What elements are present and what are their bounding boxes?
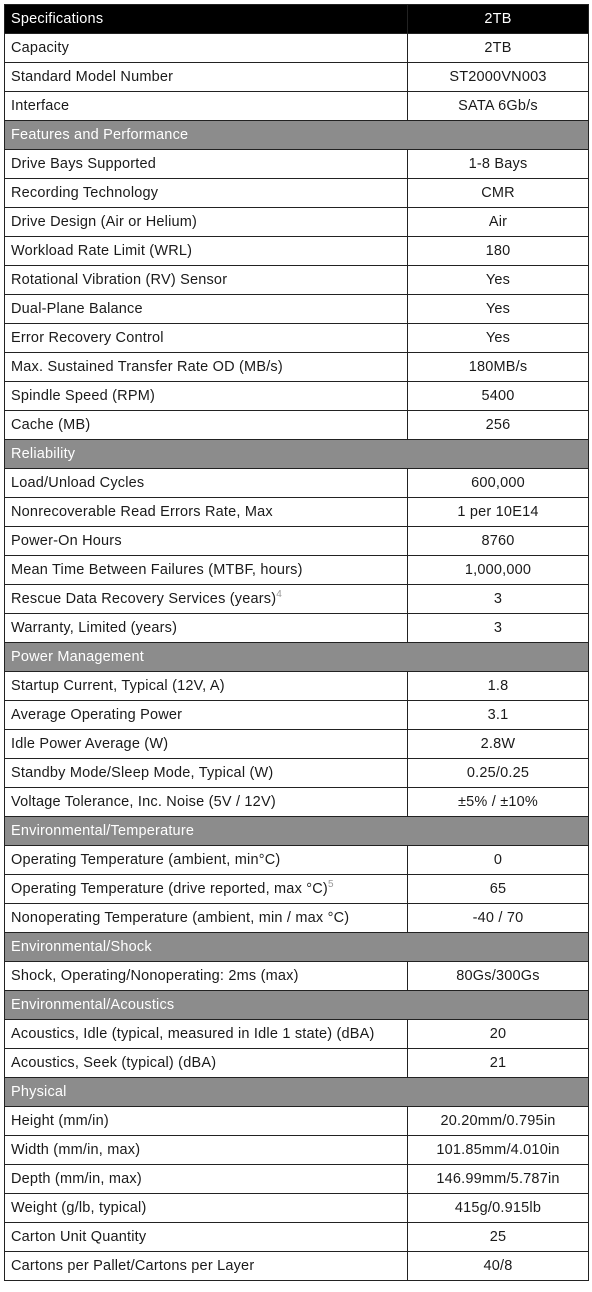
table-row xyxy=(5,1252,589,1281)
spec-label: Idle Power Average (W) xyxy=(11,736,169,752)
spec-label: Power-On Hours xyxy=(11,533,122,549)
spec-label-cell xyxy=(5,92,408,121)
table-row xyxy=(5,614,589,643)
spec-value: Yes xyxy=(408,295,589,324)
spec-value: 1.8 xyxy=(408,672,589,701)
table-row xyxy=(5,701,589,730)
spec-value: SATA 6Gb/s xyxy=(408,92,589,121)
spec-label-cell xyxy=(5,208,408,237)
spec-label-cell xyxy=(5,1252,408,1281)
spec-value: 21 xyxy=(408,1049,589,1078)
spec-value: 40/8 xyxy=(408,1252,589,1281)
footnote-marker: 4 xyxy=(276,589,283,601)
spec-label: Dual-Plane Balance xyxy=(11,301,143,317)
table-row xyxy=(5,1194,589,1223)
spec-label: Standard Model Number xyxy=(11,69,174,85)
spec-value: 2TB xyxy=(408,34,589,63)
table-row xyxy=(5,846,589,875)
spec-label: Warranty, Limited (years) xyxy=(11,620,178,636)
spec-label: Startup Current, Typical (12V, A) xyxy=(11,678,225,694)
spec-value: 1 per 10E14 xyxy=(408,498,589,527)
table-row xyxy=(5,904,589,933)
spec-label: Rotational Vibration (RV) Sensor xyxy=(11,272,228,288)
section-header-row xyxy=(5,933,589,962)
spec-label-cell xyxy=(5,1049,408,1078)
table-row xyxy=(5,759,589,788)
spec-label-cell xyxy=(5,1223,408,1252)
spec-label: Interface xyxy=(11,98,70,114)
spec-label-cell xyxy=(5,498,408,527)
spec-label-cell xyxy=(5,469,408,498)
spec-value: Yes xyxy=(408,324,589,353)
table-row xyxy=(5,237,589,266)
spec-value: 101.85mm/4.010in xyxy=(408,1136,589,1165)
spec-label: Nonrecoverable Read Errors Rate, Max xyxy=(11,504,273,520)
section-title: Environmental/Temperature xyxy=(5,817,589,846)
table-row xyxy=(5,875,589,904)
table-row xyxy=(5,469,589,498)
spec-value: 256 xyxy=(408,411,589,440)
spec-label-cell xyxy=(5,1020,408,1049)
spec-label: Spindle Speed (RPM) xyxy=(11,388,156,404)
spec-value: 20 xyxy=(408,1020,589,1049)
spec-label: Capacity xyxy=(11,40,70,56)
spec-value: 146.99mm/5.787in xyxy=(408,1165,589,1194)
table-row xyxy=(5,411,589,440)
spec-label: Depth (mm/in, max) xyxy=(11,1171,142,1187)
table-row xyxy=(5,1049,589,1078)
section-title: Reliability xyxy=(5,440,589,469)
spec-label: Operating Temperature (drive reported, max °C) xyxy=(11,881,328,897)
table-row xyxy=(5,208,589,237)
footnote-marker: 5 xyxy=(327,879,334,891)
spec-label-cell xyxy=(5,324,408,353)
table-row xyxy=(5,63,589,92)
table-row xyxy=(5,353,589,382)
spec-label-cell xyxy=(5,150,408,179)
spec-label: Acoustics, Idle (typical, measured in Idle 1 state) (dBA) xyxy=(11,1026,375,1042)
section-header-row xyxy=(5,121,589,150)
table-header-row xyxy=(5,5,589,34)
spec-label: Standby Mode/Sleep Mode, Typical (W) xyxy=(11,765,274,781)
spec-label-cell xyxy=(5,672,408,701)
table-row xyxy=(5,498,589,527)
spec-label: Max. Sustained Transfer Rate OD (MB/s) xyxy=(11,359,283,375)
section-title: Environmental/Shock xyxy=(5,933,589,962)
spec-label: Width (mm/in, max) xyxy=(11,1142,141,1158)
spec-value: 1,000,000 xyxy=(408,556,589,585)
spec-value: 415g/0.915lb xyxy=(408,1194,589,1223)
table-row xyxy=(5,150,589,179)
spec-value: Yes xyxy=(408,266,589,295)
spec-label-cell xyxy=(5,585,408,614)
spec-value: 80Gs/300Gs xyxy=(408,962,589,991)
spec-label: Nonoperating Temperature (ambient, min / max °C) xyxy=(11,910,350,926)
table-row xyxy=(5,527,589,556)
spec-value: 3.1 xyxy=(408,701,589,730)
table-row xyxy=(5,672,589,701)
spec-label-cell xyxy=(5,382,408,411)
table-row xyxy=(5,1165,589,1194)
spec-value: 8760 xyxy=(408,527,589,556)
table-row xyxy=(5,179,589,208)
spec-label-cell xyxy=(5,237,408,266)
section-title: Power Management xyxy=(5,643,589,672)
spec-value: -40 / 70 xyxy=(408,904,589,933)
table-row xyxy=(5,1136,589,1165)
spec-label: Average Operating Power xyxy=(11,707,183,723)
table-row xyxy=(5,1020,589,1049)
section-title: Features and Performance xyxy=(5,121,589,150)
header-capacity: 2TB xyxy=(408,5,589,34)
table-row xyxy=(5,962,589,991)
table-row xyxy=(5,1223,589,1252)
spec-label-cell xyxy=(5,614,408,643)
spec-label: Mean Time Between Failures (MTBF, hours) xyxy=(11,562,303,578)
spec-label-cell xyxy=(5,353,408,382)
spec-label: Workload Rate Limit (WRL) xyxy=(11,243,193,259)
spec-label-cell xyxy=(5,179,408,208)
section-header-row xyxy=(5,440,589,469)
spec-value: 5400 xyxy=(408,382,589,411)
spec-label: Shock, Operating/Nonoperating: 2ms (max) xyxy=(11,968,299,984)
spec-label-cell xyxy=(5,759,408,788)
table-row xyxy=(5,585,589,614)
spec-label: Cache (MB) xyxy=(11,417,91,433)
spec-label: Error Recovery Control xyxy=(11,330,164,346)
spec-value: ST2000VN003 xyxy=(408,63,589,92)
spec-label: Recording Technology xyxy=(11,185,159,201)
spec-value: 0.25/0.25 xyxy=(408,759,589,788)
spec-label: Drive Design (Air or Helium) xyxy=(11,214,198,230)
spec-value: Air xyxy=(408,208,589,237)
spec-label-cell xyxy=(5,527,408,556)
table-row xyxy=(5,34,589,63)
spec-label-cell xyxy=(5,701,408,730)
table-row xyxy=(5,556,589,585)
spec-label: Rescue Data Recovery Services (years) xyxy=(11,591,277,607)
spec-value: 25 xyxy=(408,1223,589,1252)
spec-value: 3 xyxy=(408,614,589,643)
section-title: Environmental/Acoustics xyxy=(5,991,589,1020)
spec-label: Drive Bays Supported xyxy=(11,156,157,172)
spec-value: 180MB/s xyxy=(408,353,589,382)
spec-label-cell xyxy=(5,1194,408,1223)
spec-label-cell xyxy=(5,875,408,904)
spec-label: Operating Temperature (ambient, min°C) xyxy=(11,852,281,868)
spec-label-cell xyxy=(5,411,408,440)
spec-label-cell xyxy=(5,904,408,933)
spec-label-cell xyxy=(5,63,408,92)
spec-value: 600,000 xyxy=(408,469,589,498)
specifications-table xyxy=(4,4,589,1281)
header-label: Specifications xyxy=(5,5,408,34)
spec-label: Acoustics, Seek (typical) (dBA) xyxy=(11,1055,217,1071)
spec-label: Weight (g/lb, typical) xyxy=(11,1200,147,1216)
table-row xyxy=(5,295,589,324)
spec-value: 20.20mm/0.795in xyxy=(408,1107,589,1136)
spec-value: 65 xyxy=(408,875,589,904)
table-row xyxy=(5,788,589,817)
spec-label-cell xyxy=(5,962,408,991)
spec-value: 0 xyxy=(408,846,589,875)
table-row xyxy=(5,382,589,411)
spec-value: 1-8 Bays xyxy=(408,150,589,179)
spec-label-cell xyxy=(5,295,408,324)
spec-value: CMR xyxy=(408,179,589,208)
spec-label: Carton Unit Quantity xyxy=(11,1229,147,1245)
spec-label-cell xyxy=(5,788,408,817)
spec-label-cell xyxy=(5,34,408,63)
table-row xyxy=(5,92,589,121)
spec-value: 180 xyxy=(408,237,589,266)
spec-label-cell xyxy=(5,846,408,875)
spec-label: Cartons per Pallet/Cartons per Layer xyxy=(11,1258,255,1274)
spec-label-cell xyxy=(5,1136,408,1165)
spec-label: Voltage Tolerance, Inc. Noise (5V / 12V) xyxy=(11,794,276,810)
spec-label-cell xyxy=(5,1165,408,1194)
spec-label: Height (mm/in) xyxy=(11,1113,109,1129)
section-header-row xyxy=(5,643,589,672)
spec-label-cell xyxy=(5,556,408,585)
table-row xyxy=(5,730,589,759)
table-row xyxy=(5,324,589,353)
section-header-row xyxy=(5,817,589,846)
section-header-row xyxy=(5,1078,589,1107)
spec-value: 2.8W xyxy=(408,730,589,759)
spec-label-cell xyxy=(5,730,408,759)
spec-value: 3 xyxy=(408,585,589,614)
table-row xyxy=(5,266,589,295)
section-title: Physical xyxy=(5,1078,589,1107)
spec-label: Load/Unload Cycles xyxy=(11,475,145,491)
spec-label-cell xyxy=(5,266,408,295)
spec-label-cell xyxy=(5,1107,408,1136)
section-header-row xyxy=(5,991,589,1020)
table-row xyxy=(5,1107,589,1136)
spec-value: ±5% / ±10% xyxy=(408,788,589,817)
